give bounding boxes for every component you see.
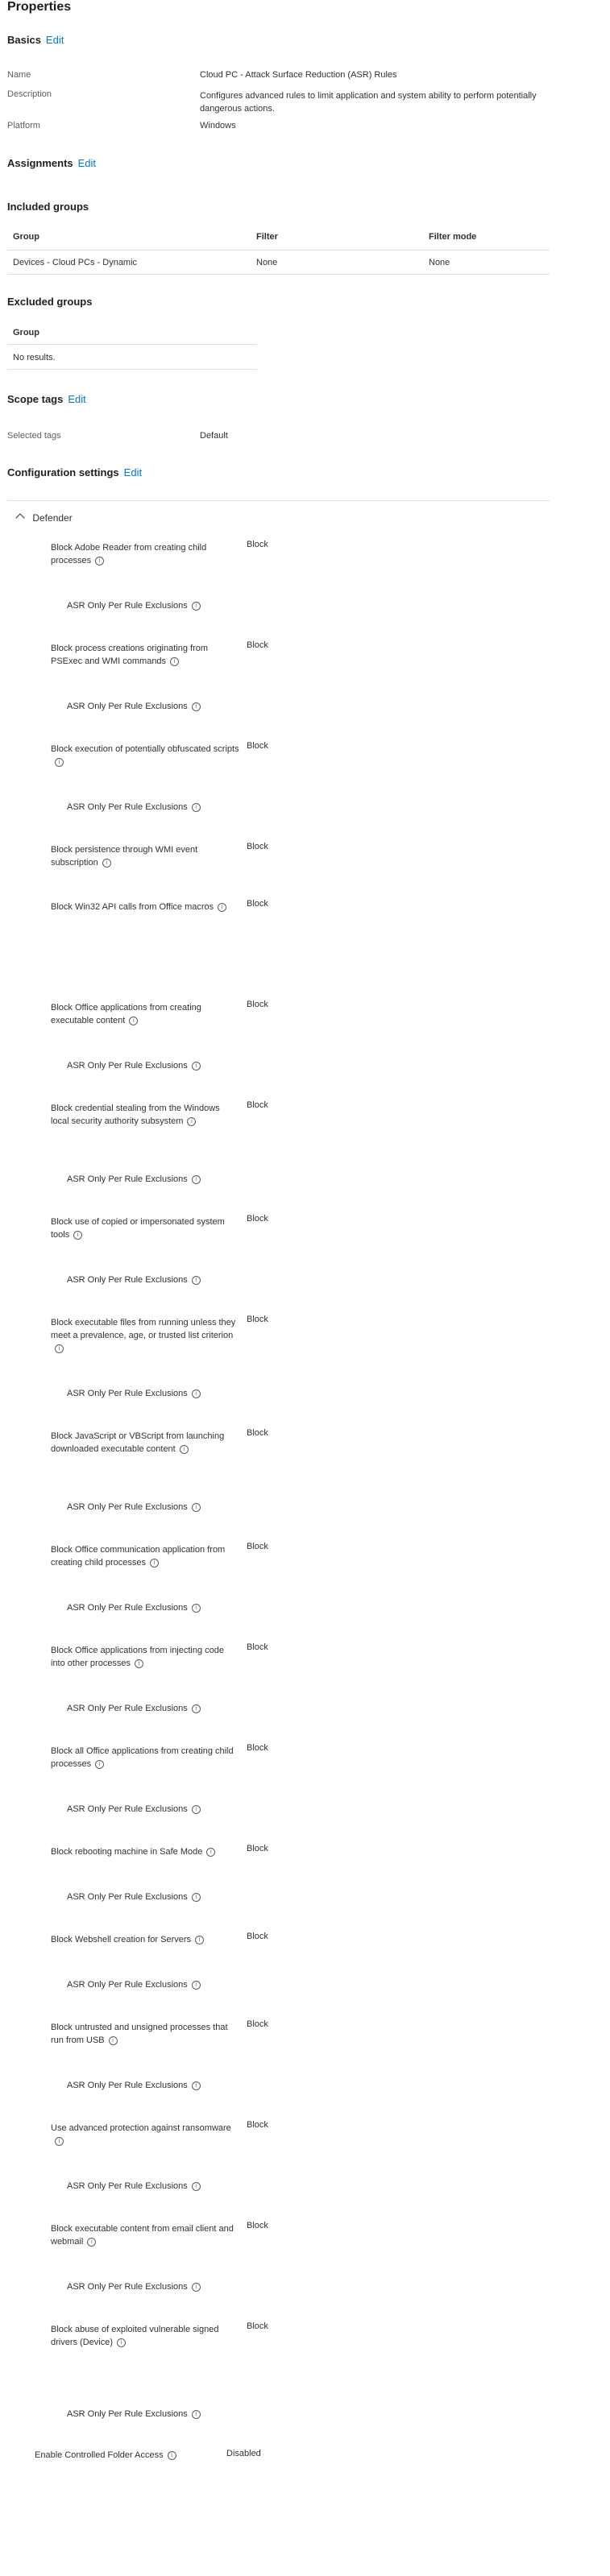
description-value: Configures advanced rules to limit application and system ability to perform potentially dangerous actions. [200, 91, 537, 114]
info-icon[interactable]: i [150, 1559, 159, 1568]
defender-section-title: Defender [32, 512, 73, 524]
assignments-title: Assignments [7, 157, 73, 169]
assignments-edit-link[interactable]: Edit [77, 157, 97, 169]
info-icon[interactable]: i [192, 1893, 201, 1902]
setting-value: Block [247, 1100, 268, 1110]
setting-value: Block [247, 741, 268, 751]
setting-label [51, 843, 240, 869]
scope-tags-edit-link[interactable]: Edit [68, 393, 86, 405]
included-col-filter: Filter [256, 232, 278, 242]
setting-label [51, 1430, 240, 1456]
setting-label [51, 901, 240, 913]
info-icon[interactable]: i [192, 1175, 201, 1184]
exclusion-row [67, 1061, 201, 1071]
excluded-col-group: Group [13, 328, 39, 338]
basics-heading [7, 34, 64, 46]
setting-label [51, 1933, 240, 1946]
info-icon[interactable]: i [192, 1981, 201, 1990]
setting-value: Block [247, 1642, 268, 1652]
exclusion-label: ASR Only Per Rule Exclusions [67, 1980, 188, 1990]
exclusion-row [67, 1275, 201, 1285]
info-icon[interactable]: i [95, 1760, 104, 1769]
setting-label-text: Block JavaScript or VBScript from launching downloaded executable content [51, 1431, 225, 1454]
setting-value: Block [247, 1542, 268, 1551]
setting-label-text: Block persistence through WMI event subscription [51, 845, 198, 868]
setting-value: Block [247, 2019, 268, 2029]
platform-value: Windows [200, 121, 236, 130]
setting-label [51, 1745, 240, 1770]
exclusion-label: ASR Only Per Rule Exclusions [67, 2409, 188, 2419]
included-row-group: Devices - Cloud PCs - Dynamic [13, 258, 138, 267]
info-icon[interactable]: i [192, 1503, 201, 1512]
info-icon[interactable]: i [192, 2410, 201, 2419]
exclusion-row [67, 1174, 201, 1184]
info-icon[interactable]: i [192, 803, 201, 812]
exclusion-label: ASR Only Per Rule Exclusions [67, 702, 188, 711]
excluded-row-divider [7, 369, 257, 370]
controlled-folder-value: Disabled [226, 2449, 261, 2458]
setting-label [51, 541, 240, 567]
exclusion-row [67, 2081, 201, 2090]
exclusion-label: ASR Only Per Rule Exclusions [67, 802, 188, 812]
platform-label: Platform [7, 121, 40, 130]
setting-label [51, 2323, 240, 2349]
excluded-empty-text: No results. [13, 353, 56, 362]
setting-label-text: Block untrusted and unsigned processes that run from USB [51, 2023, 228, 2045]
info-icon[interactable]: i [55, 758, 64, 767]
selected-tags-value: Default [200, 431, 228, 441]
name-label: Name [7, 70, 31, 80]
setting-value: Block [247, 1315, 268, 1324]
exclusion-row [67, 1892, 201, 1902]
setting-label-text: Block executable content from email client and webmail [51, 2224, 234, 2247]
setting-label-text: Block process creations originating from PSExec and WMI commands [51, 644, 209, 666]
setting-value: Block [247, 1844, 268, 1853]
info-icon[interactable]: i [192, 1062, 201, 1071]
setting-label [51, 1543, 240, 1569]
config-divider [7, 500, 550, 501]
exclusion-label: ASR Only Per Rule Exclusions [67, 1275, 188, 1285]
excluded-header-divider [7, 344, 257, 345]
exclusion-label: ASR Only Per Rule Exclusions [67, 2181, 188, 2191]
info-icon[interactable]: i [102, 859, 111, 868]
setting-label [51, 1644, 240, 1670]
exclusion-row [67, 802, 201, 812]
setting-value: Block [247, 1000, 268, 1009]
setting-value: Block [247, 2321, 268, 2331]
setting-label-text: Block Office applications from injecting code into other processes [51, 1646, 225, 1668]
setting-label-text: Block executable files from running unless they meet a prevalence, age, or trusted list criterion [51, 1318, 236, 1340]
exclusion-label: ASR Only Per Rule Exclusions [67, 1704, 188, 1713]
info-icon[interactable]: i [109, 2036, 118, 2045]
info-icon[interactable]: i [192, 1704, 201, 1713]
info-icon[interactable]: i [192, 2081, 201, 2090]
info-icon[interactable]: i [192, 2283, 201, 2292]
setting-label [51, 2122, 240, 2147]
setting-label [51, 2021, 240, 2047]
description-label: Description [7, 89, 52, 99]
defender-section-toggle[interactable] [17, 511, 73, 524]
config-edit-link[interactable]: Edit [123, 466, 143, 478]
setting-value: Block [247, 2120, 268, 2130]
setting-label [51, 1316, 240, 1355]
info-icon[interactable]: i [187, 1117, 196, 1126]
setting-label [51, 642, 240, 668]
exclusion-label: ASR Only Per Rule Exclusions [67, 1061, 188, 1071]
setting-label [51, 1845, 240, 1858]
assignments-heading [7, 157, 96, 169]
setting-value: Block [247, 1214, 268, 1224]
exclusion-label: ASR Only Per Rule Exclusions [67, 1603, 188, 1613]
exclusion-label: ASR Only Per Rule Exclusions [67, 1892, 188, 1902]
setting-label-text: Block rebooting machine in Safe Mode [51, 1847, 203, 1857]
info-icon[interactable]: i [129, 1017, 138, 1025]
info-icon[interactable]: i [170, 657, 179, 666]
controlled-folder-label: Enable Controlled Folder Access [35, 2450, 164, 2460]
info-icon[interactable]: i [192, 2182, 201, 2191]
setting-value: Block [247, 1428, 268, 1438]
config-heading [7, 466, 142, 478]
exclusion-label: ASR Only Per Rule Exclusions [67, 2081, 188, 2090]
included-row-filter: None [256, 258, 278, 267]
info-icon[interactable]: i [192, 1276, 201, 1285]
exclusion-row [67, 1603, 201, 1613]
exclusion-row [67, 1389, 201, 1398]
setting-value: Block [247, 842, 268, 851]
included-row-filter-mode: None [429, 258, 450, 267]
info-icon[interactable]: i [192, 1805, 201, 1814]
info-icon[interactable]: i [55, 2137, 64, 2146]
page-title: Properties [7, 0, 72, 14]
setting-label-text: Block abuse of exploited vulnerable signed drivers (Device) [51, 2325, 219, 2347]
info-icon[interactable]: i [192, 602, 201, 611]
setting-label-text: Block all Office applications from creating child processes [51, 1746, 234, 1769]
setting-value: Block [247, 1932, 268, 1941]
info-icon[interactable]: i [206, 1848, 215, 1857]
basics-title: Basics [7, 34, 41, 46]
exclusion-row [67, 702, 201, 711]
exclusion-label: ASR Only Per Rule Exclusions [67, 1502, 188, 1512]
exclusion-label: ASR Only Per Rule Exclusions [67, 1804, 188, 1814]
setting-label [51, 1216, 240, 1241]
info-icon[interactable]: i [218, 903, 226, 912]
included-groups-heading: Included groups [7, 201, 89, 213]
info-icon[interactable]: i [55, 1344, 64, 1353]
info-icon[interactable]: i [195, 1936, 204, 1944]
setting-label-text: Use advanced protection against ransomware [51, 2123, 231, 2133]
scope-tags-title: Scope tags [7, 393, 64, 405]
name-value: Cloud PC - Attack Surface Reduction (ASR) Rules [200, 70, 397, 80]
exclusion-row [67, 2282, 201, 2292]
setting-value: Block [247, 1743, 268, 1753]
exclusion-label: ASR Only Per Rule Exclusions [67, 2282, 188, 2292]
selected-tags-label: Selected tags [7, 431, 61, 441]
basics-edit-link[interactable]: Edit [45, 34, 64, 46]
setting-value: Block [247, 2221, 268, 2230]
info-icon[interactable]: i [192, 1604, 201, 1613]
exclusion-row [67, 601, 201, 611]
info-icon[interactable]: i [192, 702, 201, 711]
exclusion-row [67, 2181, 201, 2191]
included-header-divider [7, 250, 550, 251]
setting-label-text: Block Adobe Reader from creating child processes [51, 543, 207, 565]
setting-label [51, 2222, 240, 2248]
exclusion-label: ASR Only Per Rule Exclusions [67, 601, 188, 611]
config-title: Configuration settings [7, 466, 119, 478]
setting-label-text: Block Win32 API calls from Office macros [51, 902, 214, 912]
info-icon[interactable]: i [168, 2451, 176, 2460]
info-icon[interactable]: i [135, 1659, 143, 1668]
included-col-group: Group [13, 232, 39, 242]
included-row-divider [7, 274, 550, 275]
info-icon[interactable]: i [87, 2238, 96, 2247]
setting-value: Block [247, 899, 268, 909]
included-col-filter-mode: Filter mode [429, 232, 477, 242]
exclusion-row [67, 1980, 201, 1990]
setting-label-text: Block execution of potentially obfuscated scripts [51, 744, 239, 754]
exclusion-label: ASR Only Per Rule Exclusions [67, 1174, 188, 1184]
setting-value: Block [247, 640, 268, 650]
setting-value: Block [247, 540, 268, 549]
info-icon[interactable]: i [192, 1389, 201, 1398]
scope-tags-heading [7, 393, 86, 405]
exclusion-label: ASR Only Per Rule Exclusions [67, 1389, 188, 1398]
info-icon[interactable]: i [95, 557, 104, 565]
setting-label-text: Block use of copied or impersonated system tools [51, 1217, 225, 1240]
excluded-groups-heading: Excluded groups [7, 296, 93, 308]
exclusion-row [67, 2409, 201, 2419]
setting-label-text: Block Webshell creation for Servers [51, 1935, 192, 1944]
exclusion-row [67, 1502, 201, 1512]
setting-label-text: Block Office communication application from creating child processes [51, 1545, 226, 1568]
exclusion-row [67, 1704, 201, 1713]
setting-label-text: Block Office applications from creating executable content [51, 1003, 201, 1025]
info-icon[interactable]: i [73, 1231, 82, 1240]
setting-label [51, 1001, 240, 1027]
info-icon[interactable]: i [180, 1445, 189, 1454]
setting-label-text: Block credential stealing from the Windows local security authority subsystem [51, 1104, 220, 1126]
info-icon[interactable]: i [117, 2338, 126, 2347]
exclusion-row [67, 1804, 201, 1814]
setting-label [51, 743, 240, 768]
setting-label [51, 1102, 240, 1128]
chevron-up-icon [15, 513, 24, 522]
controlled-folder-row [35, 2450, 176, 2460]
